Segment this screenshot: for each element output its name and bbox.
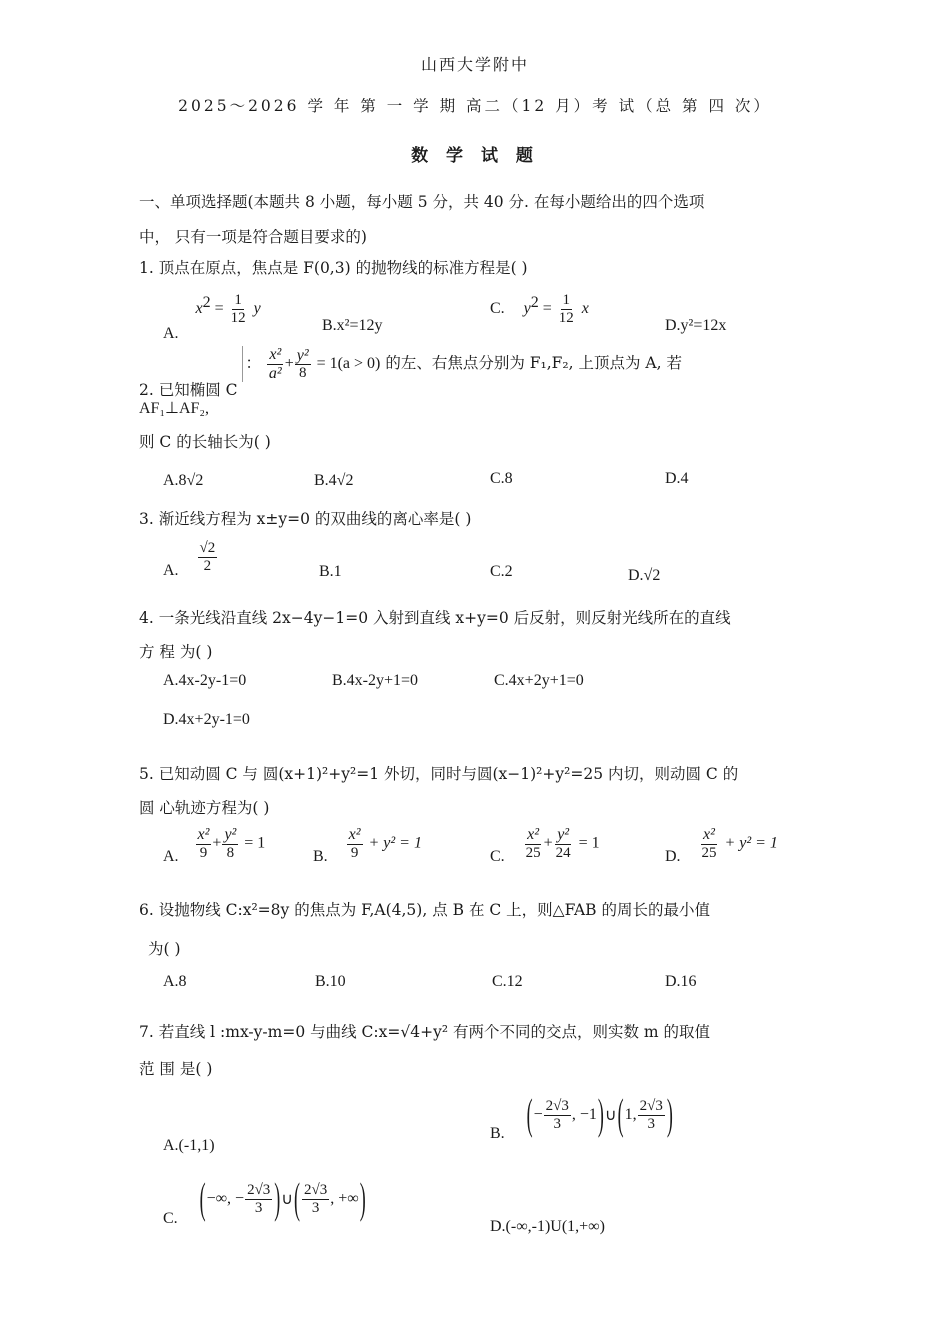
q5-option-b: B. $\frac{\text{x²}}{9}$ + y² = 1 [313, 826, 422, 865]
q7-stem-line2: 范 围 是( ) [139, 1060, 213, 1078]
q3-option-d: D.√2 [628, 567, 661, 584]
q6-option-a: A.8 [163, 973, 187, 990]
q1-option-b: B.x²=12y [322, 317, 383, 334]
section-heading-line2: 中， 只有一项是符合题目要求的) [139, 228, 367, 246]
q1-option-d: D.y²=12x [665, 317, 727, 334]
q5-option-c: C. $\frac{\text{x²}}{25}$ + $\frac{\text{y²}}{24}$ = 1 [490, 826, 600, 865]
q6-stem-line2: 为( ) [148, 940, 181, 958]
q7-option-d: D.(-∞,-1)U(1,+∞) [490, 1218, 605, 1235]
q2-stem-line3: 则 C 的长轴长为( ) [139, 433, 271, 451]
q4-stem-line2: 方 程 为( ) [139, 643, 213, 661]
q2-option-a: A.8√2 [163, 472, 204, 489]
q4-option-a: A.4x-2y-1=0 [163, 672, 247, 689]
section-heading-line1: 一、单项选择题(本题共 8 小题，每小题 5 分，共 40 分. 在每小题给出的四个选项 [139, 193, 705, 211]
q1-option-c: C. $y^2$ = $\frac{1}{12}$ x [490, 292, 589, 326]
q6-stem-line1: 6. 设抛物线 C:x²=8y 的焦点为 F,A(4,5), 点 B 在 C 上，则△FAB 的周长的最小值 [139, 901, 710, 919]
q6-option-b: B.10 [315, 973, 346, 990]
q7-stem-line1: 7. 若直线 l :mx-y-m=0 与曲线 C:x=√4+y² 有两个不同的交点，则实数 m 的取值 [139, 1023, 711, 1041]
q2-option-b: B.4√2 [314, 472, 354, 489]
q2-option-c: C.8 [490, 470, 513, 487]
q5-stem-line2: 圆 心轨迹方程为( ) [139, 799, 270, 817]
exam-title: 2025～2026 学 年 第 一 学 期 高二（12 月）考 试（总 第 四 次） [178, 97, 772, 115]
q1-stem: 1. 顶点在原点，焦点是 F(0,3) 的抛物线的标准方程是( ) [139, 259, 528, 277]
q2-stem-line2: AF₁⊥AF₂, [139, 400, 209, 417]
subject-title: 数 学 试 题 [411, 146, 539, 166]
school-name: 山西大学附中 [420, 55, 529, 74]
q5-option-d: D. $\frac{\text{x²}}{25}$ + y² = 1 [665, 826, 778, 865]
q3-stem: 3. 渐近线方程为 x±y=0 的双曲线的离心率是( ) [139, 510, 472, 528]
q1-option-a: A. $x^2$ = $\frac{1}{12}$ y [163, 292, 261, 342]
q4-option-c: C.4x+2y+1=0 [494, 672, 584, 689]
q7-option-b: B. ( − $\frac{2√3}{3}$ , −1 ) ∪ ( 1, $\frac{2√3}{3}$ ) [490, 1089, 673, 1142]
q3-option-b: B.1 [319, 563, 342, 580]
q5-stem-line1: 5. 已知动圆 C 与 圆(x+1)²+y²=1 外切，同时与圆(x−1)²+y²=25 内切，则动圆 C 的 [139, 765, 739, 783]
q2-stem: 2. 已知椭圆 C ： $\frac{\text{x²}}{\text{a²}}$ + $\frac{\text{y²}}{8}$ = 1(a > 0) 的左、右焦点分别为 F₁,F₂, 上顶点为 A, 若 [139, 346, 682, 400]
q4-option-b: B.4x-2y+1=0 [332, 672, 419, 689]
q7-option-a: A.(-1,1) [163, 1137, 215, 1154]
q2-option-d: D.4 [665, 470, 689, 487]
q4-stem-line1: 4. 一条光线沿直线 2x−4y−1=0 入射到直线 x+y=0 后反射，则反射光线所在的直线 [139, 609, 731, 627]
q3-option-c: C.2 [490, 563, 513, 580]
q4-option-d: D.4x+2y-1=0 [163, 711, 250, 728]
q3-option-a: A. $\frac{√2}{2}$ [163, 540, 216, 579]
q6-option-c: C.12 [492, 973, 523, 990]
q6-option-d: D.16 [665, 973, 697, 990]
q7-option-c: C. ( −∞, − $\frac{2√3}{3}$ ) ∪ ( $\frac{2√3}{3}$ , +∞ ) [163, 1173, 366, 1227]
q5-option-a: A. $\frac{\text{x²}}{9}$ + $\frac{\text{y²}}{8}$ = 1 [163, 826, 266, 865]
